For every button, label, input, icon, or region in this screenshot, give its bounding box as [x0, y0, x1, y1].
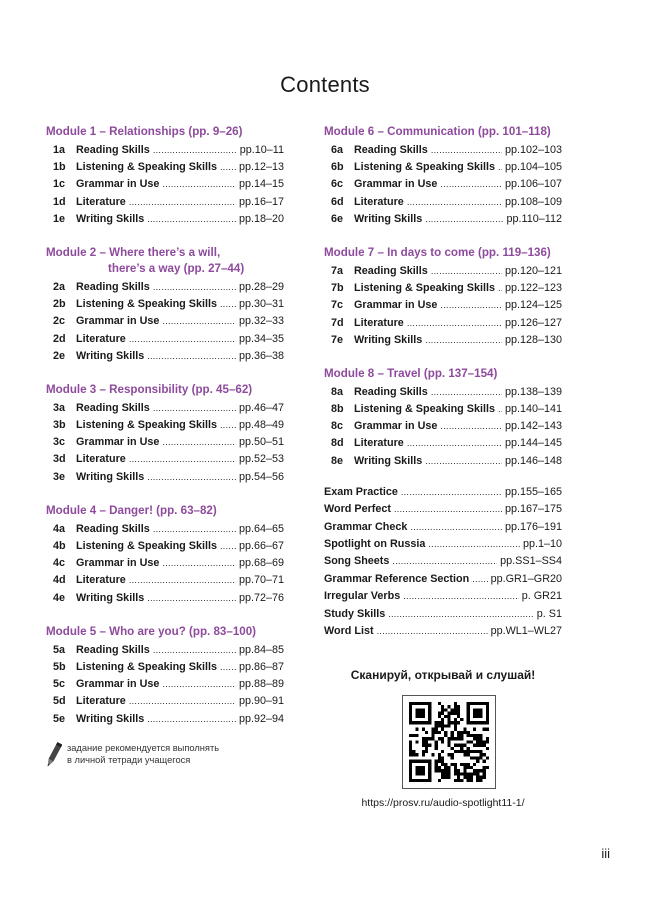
entry-number: 3c	[53, 436, 66, 449]
entry-label: Reading Skills	[76, 401, 150, 414]
entry-label: Listening & Speaking Skills	[354, 161, 495, 174]
dot-leader	[498, 280, 502, 297]
audio-url-link[interactable]: https://prosv.ru/audio-spotlight11-1/	[361, 797, 525, 809]
entry-label: Listening & Speaking Skills	[76, 298, 217, 311]
entry-label: Grammar in Use	[76, 178, 160, 191]
contents-entry[interactable]	[324, 297, 562, 314]
entry-pages: p. GR21	[521, 590, 562, 603]
dot-leader	[407, 194, 502, 211]
contents-entry[interactable]	[324, 588, 562, 605]
contents-entry[interactable]	[324, 263, 562, 280]
dot-leader	[162, 434, 236, 451]
contents-entry[interactable]	[324, 606, 562, 623]
contents-entry[interactable]	[324, 501, 562, 518]
entry-pages: pp.34–35	[238, 332, 284, 345]
entry-number: 1a	[53, 144, 66, 156]
entry-number: 1d	[53, 195, 66, 208]
entry-pages: pp.126–127	[504, 316, 562, 329]
entry-number: 7a	[331, 264, 344, 277]
dot-leader	[153, 279, 236, 296]
entry-pages: pp.36–38	[238, 349, 284, 362]
entry-pages: pp.128–130	[504, 333, 562, 346]
entry-pages: pp.140–141	[504, 403, 562, 416]
entry-label: Writing Skills	[76, 470, 145, 483]
entry-pages: pp.155–165	[504, 485, 562, 498]
entry-label: Writing Skills	[354, 212, 423, 225]
dot-leader	[220, 296, 236, 313]
dot-leader	[428, 536, 520, 553]
dot-leader	[410, 519, 502, 536]
module-heading-text: Module 2 – Where there’s a will,	[46, 245, 221, 259]
entry-pages: pp.72–76	[238, 591, 284, 604]
entry-pages: pp.32–33	[238, 315, 284, 328]
dot-leader	[162, 676, 236, 693]
module-heading	[46, 245, 284, 277]
contents-entry[interactable]	[324, 211, 562, 228]
entry-number: 5c	[53, 678, 66, 691]
entry-label: Listening & Speaking Skills	[76, 660, 217, 673]
dot-leader	[129, 451, 236, 468]
contents-entry[interactable]	[46, 159, 284, 176]
contents-entry[interactable]	[46, 538, 284, 555]
dot-leader	[377, 623, 488, 640]
entry-pages: pp.66–67	[238, 540, 284, 552]
dot-leader	[498, 401, 502, 418]
entry-pages: pp.12–13	[238, 161, 284, 174]
entry-label: Grammar in Use	[354, 178, 438, 191]
entry-label: Literature	[354, 437, 404, 450]
entry-pages: pp.122–123	[504, 282, 562, 295]
entry-label: Reading Skills	[76, 144, 150, 156]
entry-pages: p. S1	[536, 607, 562, 620]
entry-number: 3b	[53, 419, 66, 432]
dot-leader	[147, 590, 236, 607]
module-heading-text: Module 4 – Danger! (pp. 63–82)	[46, 503, 217, 517]
entry-pages: pp.1–10	[522, 537, 562, 550]
contents-entry[interactable]	[46, 434, 284, 451]
module-heading-text: Module 7 – In days to come (pp. 119–136)	[324, 245, 551, 259]
page-title: Contents	[280, 72, 370, 97]
entry-pages: pp.WL1–WL27	[490, 624, 562, 637]
module-heading-text: Module 1 – Relationships (pp. 9–26)	[46, 125, 243, 138]
entry-number: 3e	[53, 470, 66, 483]
dot-leader	[147, 211, 236, 228]
dot-leader	[147, 348, 236, 365]
entry-label: Grammar Reference Section	[324, 572, 470, 585]
module-section	[46, 245, 284, 365]
entry-pages: pp.64–65	[238, 522, 284, 535]
entry-label: Literature	[76, 574, 126, 587]
contents-column-left	[46, 124, 284, 745]
contents-entry[interactable]	[324, 159, 562, 176]
entry-label: Listening & Speaking Skills	[76, 161, 217, 174]
dot-leader	[129, 693, 236, 710]
dot-leader	[407, 315, 502, 332]
entry-label: Listening & Speaking Skills	[354, 282, 495, 295]
dot-leader	[403, 588, 519, 605]
contents-entry[interactable]	[324, 519, 562, 536]
entry-pages: pp.68–69	[238, 557, 284, 570]
contents-entry[interactable]	[324, 176, 562, 193]
contents-entry[interactable]	[324, 280, 562, 297]
contents-entry[interactable]	[324, 332, 562, 349]
dot-leader	[220, 659, 236, 676]
qr-code-icon	[409, 702, 489, 782]
contents-entry[interactable]	[324, 401, 562, 418]
entry-number: 8a	[331, 385, 344, 398]
module-section	[46, 124, 284, 228]
module-heading-text: Module 8 – Travel (pp. 137–154)	[324, 366, 498, 380]
dot-leader	[425, 332, 502, 349]
contents-entry[interactable]	[46, 348, 284, 365]
entry-label: Grammar in Use	[76, 557, 160, 570]
dot-leader	[153, 521, 236, 538]
entry-label: Literature	[76, 695, 126, 708]
entry-label: Writing Skills	[354, 333, 423, 346]
workbook-note	[46, 740, 266, 770]
entry-number: 1b	[53, 161, 66, 174]
entry-pages: pp.106–107	[504, 178, 562, 191]
module-section	[324, 366, 562, 470]
module-heading	[46, 503, 284, 519]
entry-number: 6b	[331, 161, 344, 174]
entry-pages: pp.142–143	[504, 420, 562, 433]
entry-label: Listening & Speaking Skills	[76, 540, 217, 552]
entry-pages: pp.144–145	[504, 437, 562, 450]
entry-label: Exam Practice	[324, 485, 398, 498]
contents-entry[interactable]	[46, 142, 284, 159]
scan-heading: Сканируй, открывай и слушай!	[350, 668, 536, 682]
entry-label: Song Sheets	[324, 555, 390, 568]
entry-number: 3a	[53, 401, 66, 414]
entry-label: Word Perfect	[324, 503, 391, 516]
module-heading	[324, 124, 562, 140]
contents-entry[interactable]	[324, 384, 562, 401]
contents-entry[interactable]	[46, 469, 284, 486]
entry-pages: pp.90–91	[238, 695, 284, 708]
dot-leader	[498, 159, 502, 176]
entry-number: 1e	[53, 212, 66, 225]
module-section	[46, 382, 284, 486]
entry-pages: pp.84–85	[238, 643, 284, 656]
contents-entry[interactable]	[46, 693, 284, 710]
contents-entry[interactable]	[46, 521, 284, 538]
entry-number: 8c	[331, 420, 344, 433]
entry-label: Literature	[76, 332, 126, 345]
entry-pages: pp.104–105	[504, 161, 562, 174]
entry-pages: pp.124–125	[504, 299, 562, 312]
contents-entry[interactable]	[46, 400, 284, 417]
entry-pages: pp.102–103	[504, 144, 562, 156]
contents-entry[interactable]	[46, 711, 284, 728]
contents-entry[interactable]	[46, 417, 284, 434]
dot-leader	[162, 176, 236, 193]
entry-label: Study Skills	[324, 607, 386, 620]
entry-number: 8d	[331, 437, 344, 450]
dot-leader	[147, 469, 236, 486]
entry-number: 7b	[331, 282, 344, 295]
entry-number: 4c	[53, 557, 66, 570]
dot-leader	[392, 553, 497, 570]
dot-leader	[440, 418, 502, 435]
entry-number: 8b	[331, 403, 344, 416]
dot-leader	[440, 176, 502, 193]
dot-leader	[425, 453, 502, 470]
dot-leader	[431, 142, 502, 159]
entry-label: Writing Skills	[76, 349, 145, 362]
entry-number: 6c	[331, 178, 344, 191]
entry-pages: pp.18–20	[238, 212, 284, 225]
dot-leader	[153, 142, 237, 159]
dot-leader	[129, 331, 236, 348]
contents-entry[interactable]	[324, 315, 562, 332]
contents-column-right	[324, 124, 562, 640]
module-section	[324, 245, 562, 349]
entry-label: Reading Skills	[354, 264, 428, 277]
entry-pages: pp.86–87	[238, 660, 284, 673]
entry-pages: pp.120–121	[504, 264, 562, 277]
entry-number: 4d	[53, 574, 66, 587]
contents-entry[interactable]	[46, 331, 284, 348]
contents-entry[interactable]	[324, 418, 562, 435]
dot-leader	[220, 417, 236, 434]
dot-leader	[425, 211, 503, 228]
entry-number: 4e	[53, 591, 66, 604]
entry-pages: pp.167–175	[504, 503, 562, 516]
entry-number: 4a	[53, 522, 66, 535]
dot-leader	[407, 435, 502, 452]
entry-pages: pp.10–11	[239, 144, 284, 156]
dot-leader	[431, 384, 502, 401]
entry-label: Irregular Verbs	[324, 590, 401, 603]
entry-pages: pp.46–47	[238, 401, 284, 414]
entry-label: Writing Skills	[76, 591, 145, 604]
entry-number: 8e	[331, 454, 344, 467]
entry-label: Grammar in Use	[76, 315, 160, 328]
entry-number: 2d	[53, 332, 66, 345]
contents-entry[interactable]	[324, 453, 562, 470]
entry-number: 2b	[53, 298, 66, 311]
entry-number: 1c	[53, 178, 66, 191]
note-line-1: задание рекомендуется выполнять	[67, 743, 220, 753]
module-heading	[46, 624, 284, 640]
entry-label: Reading Skills	[354, 385, 428, 398]
entry-pages: pp.52–53	[238, 453, 284, 466]
entry-pages: pp.30–31	[238, 298, 284, 311]
pencil-icon	[46, 740, 62, 770]
entry-label: Literature	[354, 316, 404, 329]
entry-label: Literature	[354, 195, 404, 208]
entry-number: 6d	[331, 195, 344, 208]
entry-number: 2c	[53, 315, 66, 328]
entry-label: Literature	[76, 195, 126, 208]
contents-entry[interactable]	[324, 435, 562, 452]
module-heading	[46, 124, 284, 140]
entry-label: Reading Skills	[76, 522, 150, 535]
entry-pages: pp.88–89	[238, 678, 284, 691]
entry-pages: pp.70–71	[238, 574, 284, 587]
entry-label: Spotlight on Russia	[324, 537, 426, 550]
entry-label: Listening & Speaking Skills	[354, 403, 495, 416]
entry-pages: pp.48–49	[238, 419, 284, 432]
contents-entry[interactable]	[46, 279, 284, 296]
entry-number: 2a	[53, 280, 66, 293]
entry-pages: pp.138–139	[504, 385, 562, 398]
module-section	[46, 503, 284, 607]
contents-entry[interactable]	[324, 536, 562, 553]
contents-entry[interactable]	[46, 176, 284, 193]
entry-number: 3d	[53, 453, 66, 466]
qr-code[interactable]	[402, 695, 496, 789]
contents-entry[interactable]	[46, 642, 284, 659]
entry-number: 5a	[53, 643, 66, 656]
entry-pages: pp.146–148	[504, 454, 562, 467]
entry-pages: pp.92–94	[238, 712, 284, 725]
contents-entry[interactable]	[46, 676, 284, 693]
entry-pages: pp.54–56	[238, 470, 284, 483]
module-heading-text-line2: there’s a way (pp. 27–44)	[108, 261, 245, 275]
entry-number: 6a	[331, 144, 344, 156]
entry-number: 7c	[331, 299, 344, 312]
entry-pages: pp.110–112	[506, 212, 562, 225]
entry-number: 6e	[331, 212, 344, 225]
entry-pages: pp.14–15	[238, 178, 284, 191]
dot-leader	[129, 572, 236, 589]
dot-leader	[129, 194, 236, 211]
entry-label: Listening & Speaking Skills	[76, 419, 217, 432]
dot-leader	[162, 555, 236, 572]
entry-label: Grammar in Use	[354, 299, 438, 312]
dot-leader	[394, 501, 502, 518]
dot-leader	[153, 400, 236, 417]
contents-entry[interactable]	[324, 142, 562, 159]
entry-label: Literature	[76, 453, 126, 466]
contents-entry[interactable]	[324, 571, 562, 588]
dot-leader	[472, 571, 487, 588]
contents-entry[interactable]	[46, 659, 284, 676]
entry-pages: pp.176–191	[504, 520, 562, 533]
page-number: iii	[601, 846, 610, 861]
entry-label: Grammar in Use	[354, 420, 438, 433]
entry-pages: pp.GR1–GR20	[490, 572, 562, 585]
dot-leader	[388, 606, 534, 623]
entry-label: Writing Skills	[354, 454, 423, 467]
dot-leader	[220, 538, 236, 555]
entry-pages: pp.108–109	[504, 195, 562, 208]
dot-leader	[147, 711, 236, 728]
extras-list	[324, 484, 562, 641]
dot-leader	[153, 642, 236, 659]
entry-label: Word List	[324, 624, 374, 637]
entry-label: Reading Skills	[76, 643, 150, 656]
entry-number: 4b	[53, 540, 66, 552]
note-line-2: в личной тетради учащегося	[67, 755, 191, 765]
contents-entry[interactable]	[46, 296, 284, 313]
module-heading	[324, 245, 562, 261]
entry-label: Grammar in Use	[76, 678, 160, 691]
dot-leader	[220, 159, 236, 176]
entry-number: 5d	[53, 695, 66, 708]
contents-entry[interactable]	[324, 553, 562, 570]
entry-number: 5e	[53, 712, 66, 725]
entry-pages: pp.50–51	[238, 436, 284, 449]
module-heading	[324, 366, 562, 382]
entry-label: Grammar in Use	[76, 436, 160, 449]
entry-pages: pp.16–17	[238, 195, 284, 208]
entry-pages: pp.28–29	[238, 280, 284, 293]
entry-label: Reading Skills	[76, 280, 150, 293]
right-modules	[324, 124, 562, 470]
entry-label: Writing Skills	[76, 712, 145, 725]
module-heading	[46, 382, 284, 398]
entry-label: Writing Skills	[76, 212, 145, 225]
contents-entry[interactable]	[324, 484, 562, 501]
entry-label: Grammar Check	[324, 520, 408, 533]
entry-number: 7e	[331, 333, 344, 346]
contents-entry[interactable]	[46, 451, 284, 468]
entry-label: Reading Skills	[354, 144, 428, 156]
module-heading-text: Module 3 – Responsibility (pp. 45–62)	[46, 382, 253, 396]
module-section	[324, 124, 562, 228]
dot-leader	[440, 297, 502, 314]
contents-entry[interactable]	[324, 194, 562, 211]
entry-pages: pp.SS1–SS4	[500, 555, 562, 568]
contents-entry[interactable]	[324, 623, 562, 640]
contents-entry[interactable]	[46, 555, 284, 572]
entry-number: 7d	[331, 316, 344, 329]
dot-leader	[401, 484, 502, 501]
dot-leader	[162, 313, 236, 330]
module-heading-text: Module 5 – Who are you? (pp. 83–100)	[46, 624, 257, 638]
entry-number: 5b	[53, 660, 66, 673]
module-section	[46, 624, 284, 728]
contents-entry[interactable]	[46, 572, 284, 589]
entry-number: 2e	[53, 349, 66, 362]
module-heading-text: Module 6 – Communication (pp. 101–118)	[324, 125, 551, 138]
contents-entry[interactable]	[46, 211, 284, 228]
contents-entry[interactable]	[46, 313, 284, 330]
contents-entry[interactable]	[46, 590, 284, 607]
contents-entry[interactable]	[46, 194, 284, 211]
dot-leader	[431, 263, 502, 280]
